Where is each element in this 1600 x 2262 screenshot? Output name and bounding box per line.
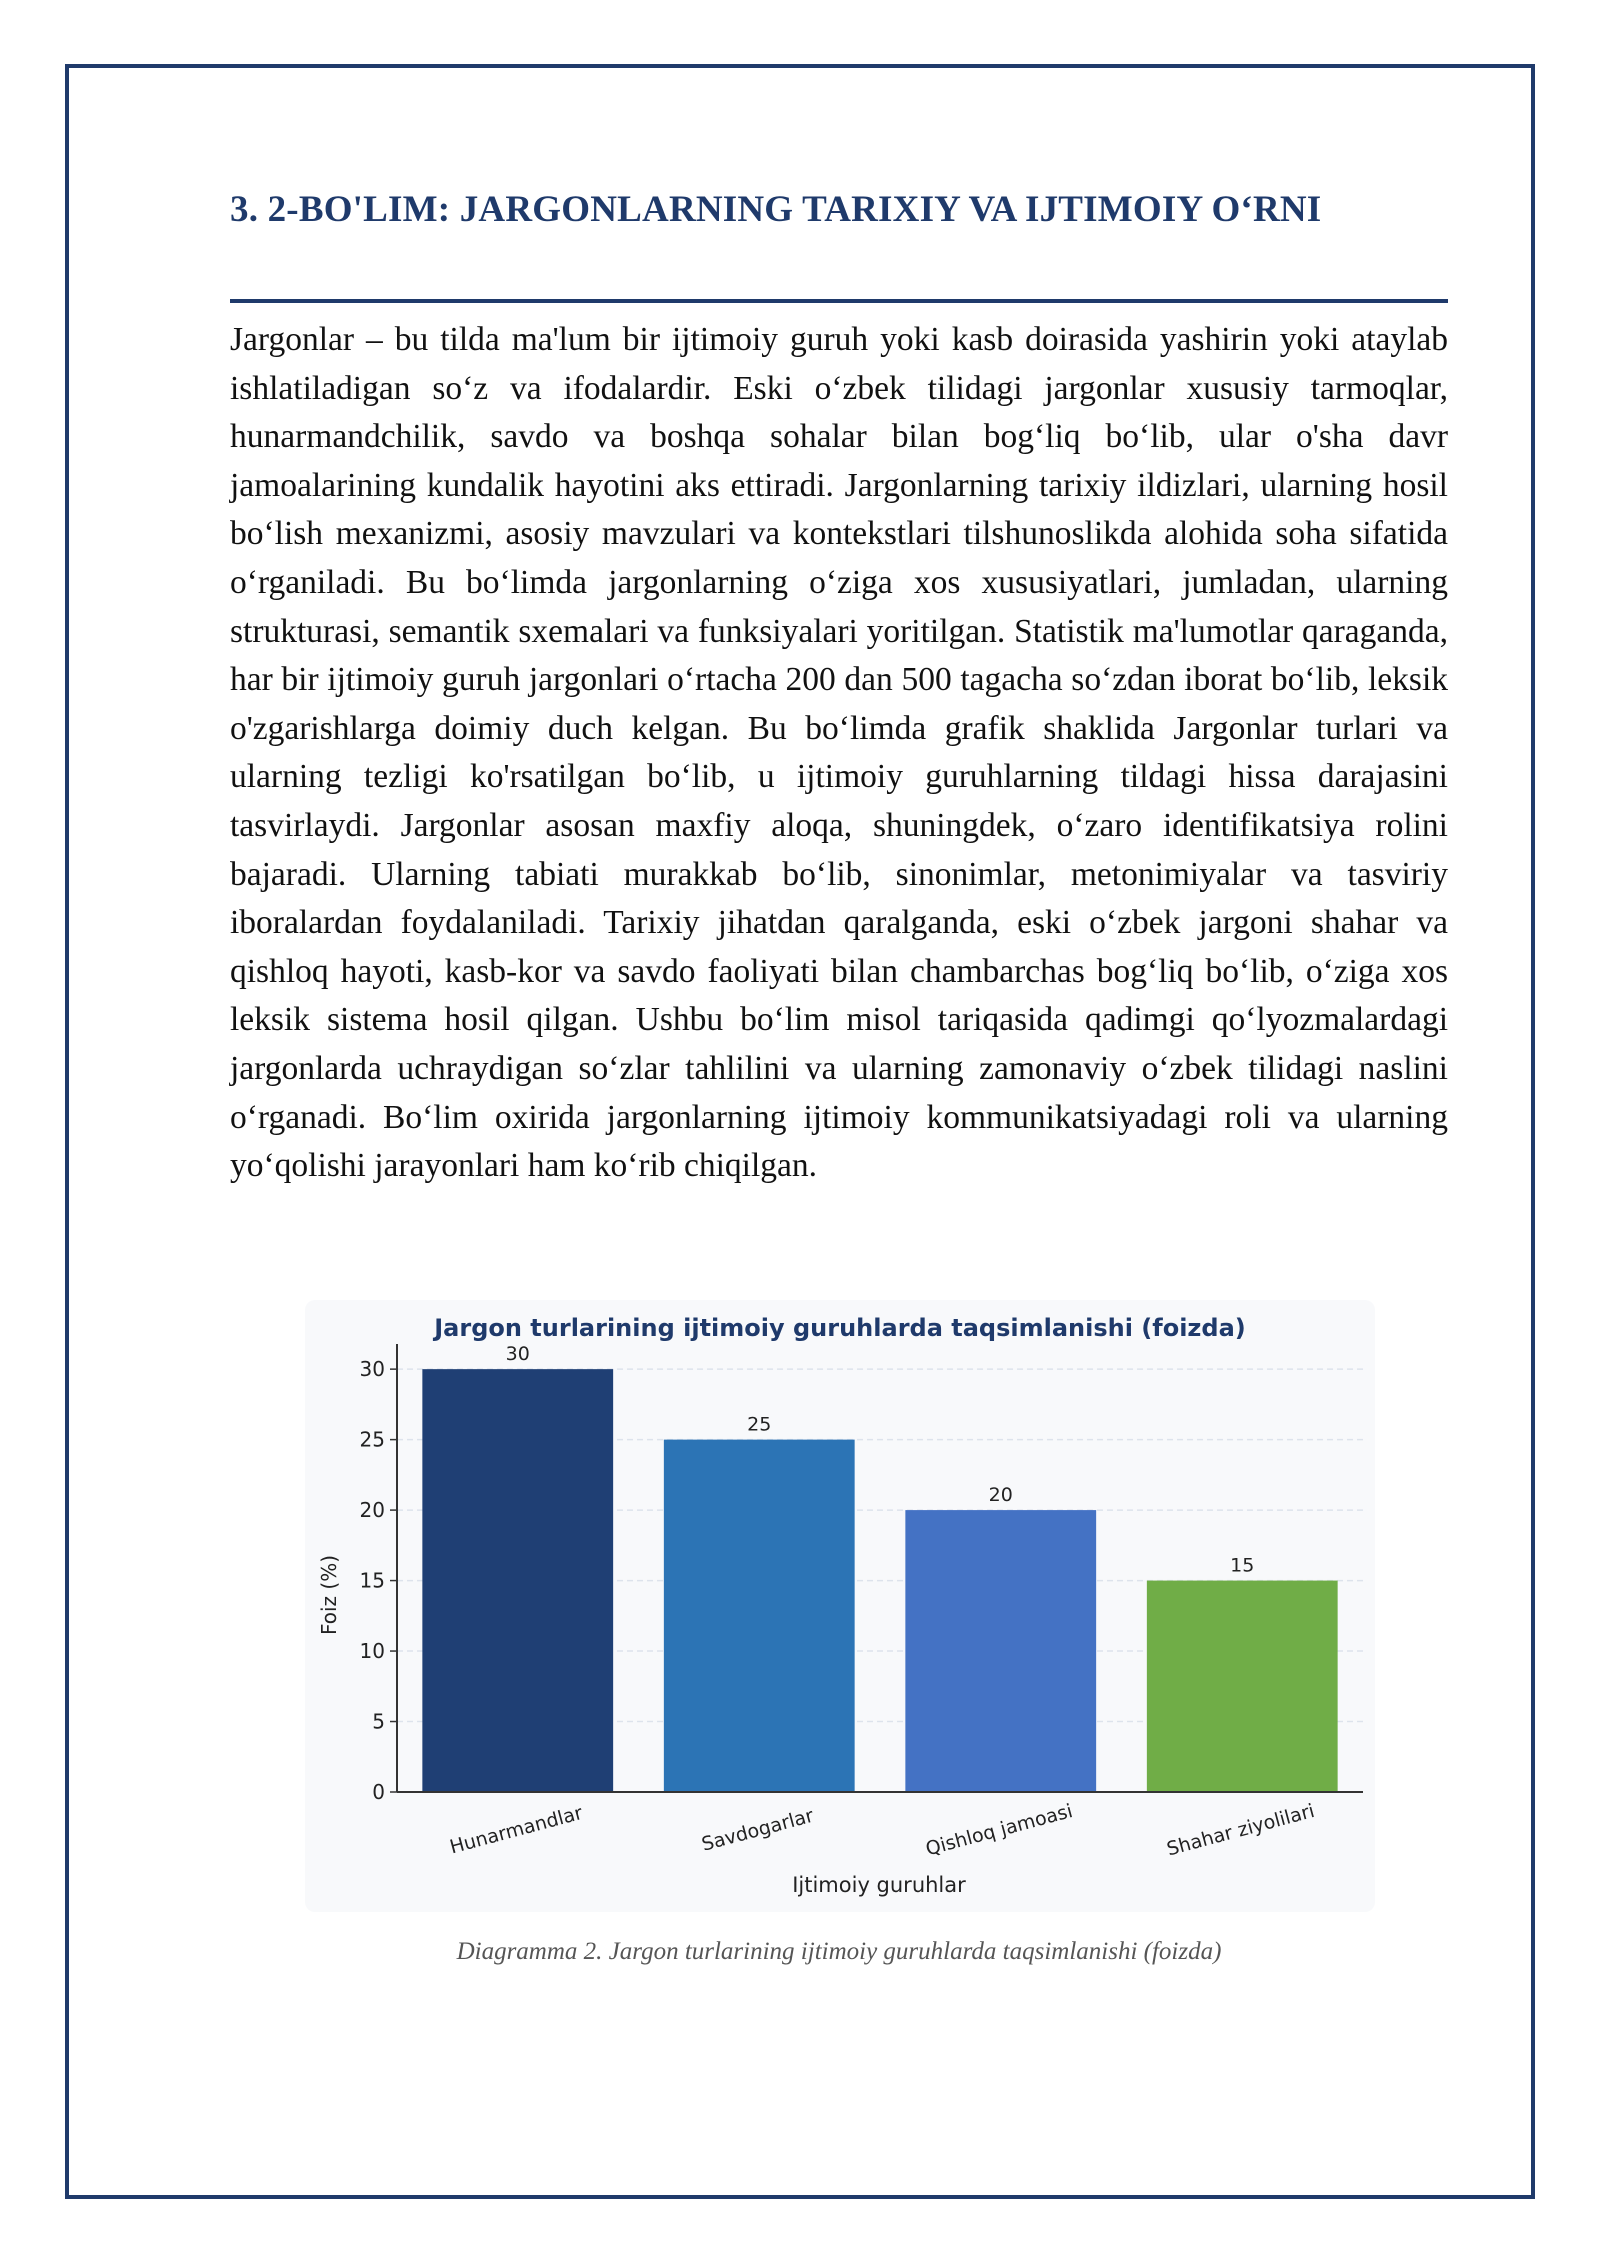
data-label: 20 bbox=[988, 1484, 1013, 1507]
section-heading: 3. 2-BO'LIM: JARGONLARNING TARIXIY VA IJTIMOIY O‘RNI bbox=[230, 189, 1322, 230]
y-tick-label: 25 bbox=[359, 1427, 385, 1452]
y-tick-label: 20 bbox=[359, 1498, 385, 1523]
x-tick-label: Qishloq jamoasi bbox=[923, 1800, 1076, 1861]
bar-savdogarlar bbox=[664, 1440, 855, 1792]
heading-rule bbox=[230, 299, 1448, 303]
x-axis-label: Ijtimoiy guruhlar bbox=[792, 1873, 966, 1897]
bar-qishloq-jamoasi bbox=[905, 1510, 1096, 1792]
chart-canvas bbox=[305, 1300, 1375, 1912]
bar-shahar-ziyolilari bbox=[1147, 1581, 1338, 1792]
body-paragraph: Jargonlar – bu tilda ma'lum bir ijtimoiy guruh yoki kasb doirasida yashirin yoki ataylab ishlatiladigan so‘z va ifodalardir. Eski o‘zbek tilidagi jargonlar xususiy tarmoqlar, hunarmandchilik, savdo va boshqa sohalar bilan bog‘liq bo‘lib, ular o'sha davr jamoalarining kundalik hayotini aks ettiradi. Jargonlarning tarixiy ildizlari, ularning hosil bo‘lish mexanizmi, asosiy mavzulari va kontekstlari tilshunoslikda alohida soha sifatida o‘rganiladi. Bu bo‘limda jargonlarning o‘ziga xos xususiyatlari, jumladan, ularning strukturasi, semantik sxemalari va funksiyalari yoritilgan. Statistik ma'lumotlar qaraganda, har bir ijtimoiy guruh jargonlari o‘rtacha 200 dan 500 tagacha so‘zdan iborat bo‘lib, leksik o'zgarishlarga doimiy duch kelgan. Bu bo‘limda grafik shaklida Jargonlar turlari va ularning tezligi ko'rsatilgan bo‘lib, u ijtimoiy guruhlarning tildagi hissa darajasini tasvirlaydi. Jargonlar asosan maxfiy aloqa, shuningdek, o‘zaro identifikatsiya rolini bajaradi. Ularning tabiati murakkab bo‘lib, sinonimlar, metonimiyalar va tasviriy iboralardan foydalaniladi. Tarixiy jihatdan qaralganda, eski o‘zbek jargoni shahar va qishloq hayoti, kasb-kor va savdo faoliyati bilan chambarchas bog‘liq bo‘lib, o‘ziga xos leksik sistema hosil qilgan. Ushbu bo‘lim misol tariqasida qadimgi qo‘lyozmalardagi jargonlarda uchraydigan so‘zlar tahlilini va ularning zamonaviy o‘zbek tilidagi naslini o‘rganadi. Bo‘lim oxirida jargonlarning ijtimoiy kommunikatsiyadagi roli va ularning yo‘qolishi jarayonlari ham ko‘rib chiqilgan. bbox=[230, 321, 1448, 1185]
y-tick-label: 30 bbox=[359, 1357, 385, 1382]
x-tick-label: Shahar ziyolilari bbox=[1164, 1799, 1317, 1861]
bar-chart bbox=[305, 1300, 1375, 1912]
y-tick-label: 5 bbox=[372, 1709, 385, 1734]
y-tick-label: 10 bbox=[359, 1639, 385, 1664]
data-label: 30 bbox=[505, 1343, 530, 1366]
x-tick-label: Savdogarlar bbox=[699, 1804, 817, 1856]
y-tick-label: 15 bbox=[359, 1568, 385, 1593]
bars bbox=[422, 1343, 1337, 1792]
bar-hunarmandlar bbox=[422, 1369, 613, 1792]
y-tick-label: 0 bbox=[372, 1780, 385, 1804]
chart-title: Jargon turlarining ijtimoiy guruhlarda taqsimlanishi (foizda) bbox=[434, 1314, 1246, 1342]
x-tick-label: Hunarmandlar bbox=[447, 1801, 585, 1859]
figure-caption: Diagramma 2. Jargon turlarining ijtimoiy guruhlarda taqsimlanishi (foizda) bbox=[456, 1938, 1222, 1965]
y-axis-label: Foiz (%) bbox=[317, 1554, 341, 1636]
data-label: 15 bbox=[1230, 1554, 1255, 1577]
data-label: 25 bbox=[747, 1413, 772, 1436]
